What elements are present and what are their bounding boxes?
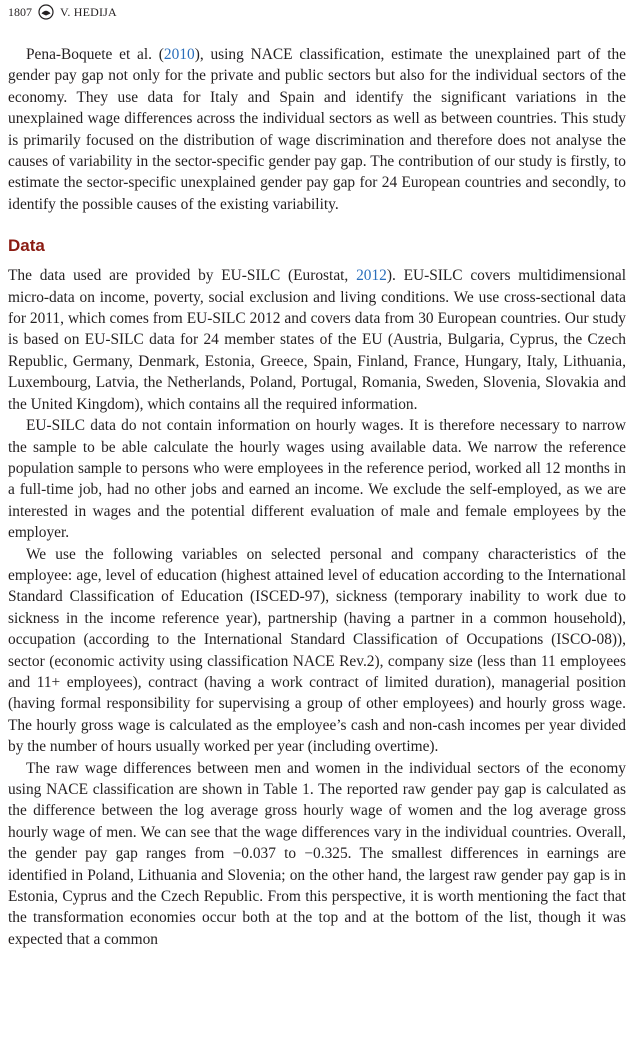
citation-link[interactable]: 2012: [356, 267, 387, 285]
running-head: [8, 4, 117, 20]
citation-link[interactable]: 2010: [163, 46, 195, 63]
paragraph-variables: We use the following variables on selected personal and company characteristics of the employee: age, level of education (highest attained level of education according to the International Standard Classification of Education (ISCED-97), sickness (temporary inability to work due to sickness in the income reference year), partnership (having a partner in a common household), occupation (according to the International Standard Classification of Occupations (ISCO-08)), sector (economic activity using classification NACE Rev.2), company size (less than 11 employees and 11+ employees), contract (having a work contract of limited duration), managerial position (having formal responsibility for supervising a group of other employees) and hourly gross wage. The hourly gross wage is calculated as the employee’s cash and non-cash incomes per year divided by the number of hours usually worked per year (including overtime).: [8, 545, 626, 756]
running-head-author: V. HEDIJA: [60, 4, 117, 19]
paragraph-raw-gap: The raw wage differences between men and women in the individual sectors of the economy using NACE classification are shown in Table 1. The reported raw gender pay gap is calculated as the difference between the log average gross hourly wage of women and the log average gross hourly wage of men. We can see that the wage differences vary in the individual countries. Overall, the gender pay gap ranges from −0.037 to −0.325. The smallest differences in earnings are identified in Poland, Lithuania and Slovenia; on the other hand, the largest raw gender pay gap is in Estonia, Cyprus and the Czech Republic. From this perspective, it is worth mentioning the fact that the transformation economies occur both at the top and at the bottom of the list, though it was expected that a common: [8, 759, 626, 948]
article-body: [8, 44, 626, 950]
paragraph-intro: Pena-Boquete et al. (2010), using NACE classification, estimate the unexplained part of the gender pay gap not only for the private and public sectors but also for the individual sectors of the economy. They use data for Italy and Spain and identify the significant variations in the unexplained wage differences across the individual sectors as well as between countries. This study is primarily focused on the distribution of wage discrimination and therefore does not analyse the causes of variability in the sector-specific gender pay gap. The contribution of our study is firstly, to estimate the sector-specific unexplained gender pay gap for 24 European countries and secondly, to identify the possible causes of the existing variability.: [8, 46, 627, 213]
publisher-logo-icon: [38, 4, 54, 20]
paragraph-data-source: The data used are provided by EU-SILC (Eurostat, 2012). EU-SILC covers multidimensional micro-data on income, poverty, social exclusion and living conditions. We use cross-sectional data for 2011, which comes from EU-SILC 2012 and covers data from 30 European countries. Our study is based on EU-SILC data for 24 member states of the EU (Austria, Bulgaria, Cyprus, the Czech Republic, Germany, Denmark, Estonia, Greece, Spain, Finland, France, Hungary, Italy, Lithuania, Luxembourg, Latvia, the Netherlands, Poland, Portugal, Romania, Sweden, Slovenia, Slovakia and the United Kingdom), which contains all the required information.: [8, 267, 627, 413]
section-heading: Data: [8, 236, 45, 256]
page-number: 1807: [8, 4, 32, 19]
paragraph-sample: EU-SILC data do not contain information on hourly wages. It is therefore necessary to narrow the sample to be able calculate the hourly wages using available data. We narrow the reference population sample to persons who were employees in the reference period, worked all 12 months in a full-time job, had no other jobs and earned an income. We exclude the self-employed, as we are interested in wages and the potential different evaluation of male and female employees by the employer.: [8, 417, 626, 542]
